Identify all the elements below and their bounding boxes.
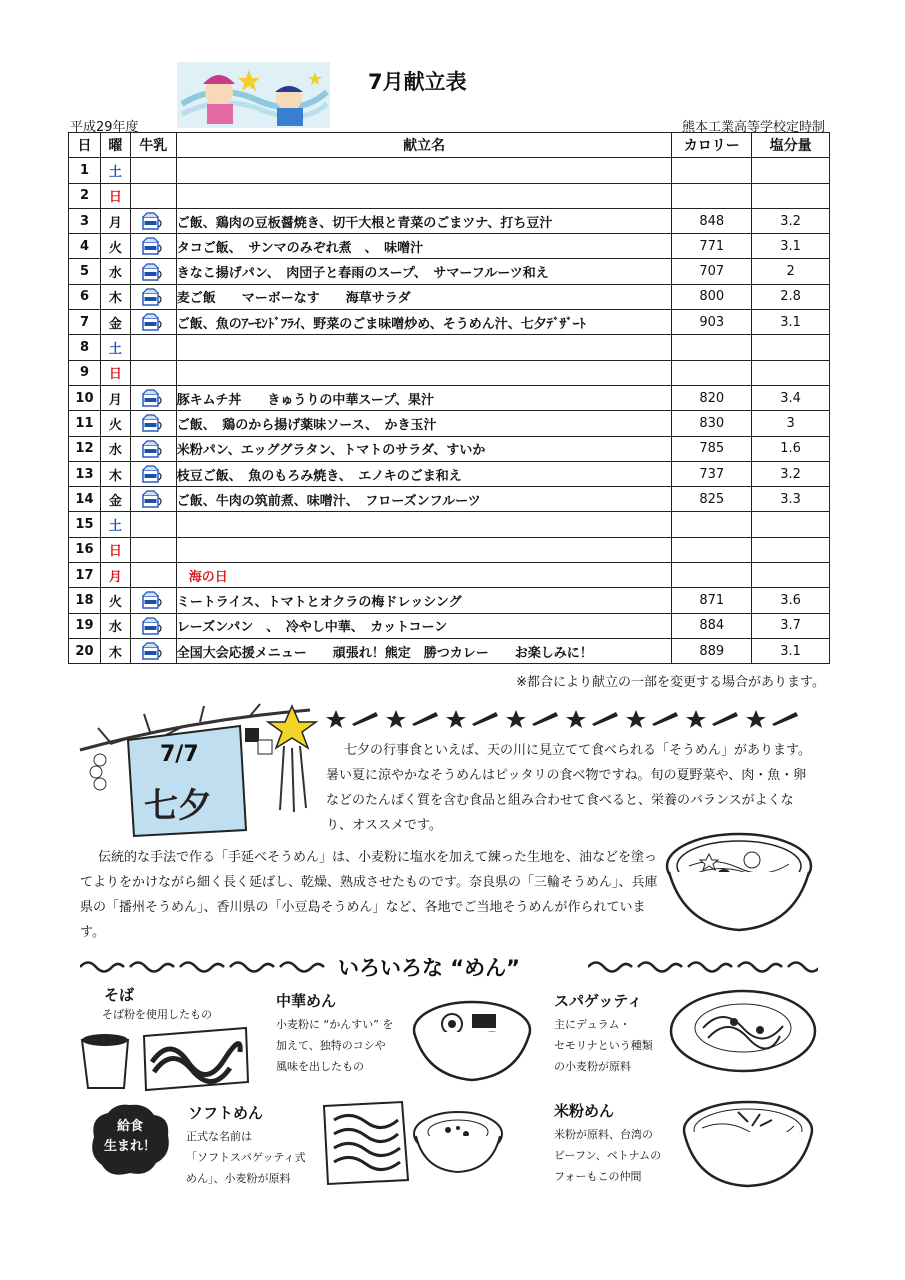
menu-cell [176,436,672,461]
table-row [69,234,830,259]
milk-cell [130,259,176,284]
weekday-cell: 土 [100,512,130,537]
milk-cell [130,310,176,335]
komeko-desc-line-1: 米粉が原料、台湾の [554,1128,653,1141]
soft-desc-line-3: めん」、小麦粉が原料 [186,1172,291,1185]
menu-cell [176,563,672,588]
table-row [69,158,830,183]
table-row [69,461,830,486]
chuka-desc-line-2: 加えて、独特のコシや [276,1039,386,1052]
weekday-cell: 月 [100,208,130,233]
kyushoku-line-2: 生まれ！ [103,1139,156,1154]
milk-cell [130,638,176,663]
tanabata-label: 七夕 [144,786,212,826]
menu-cell [176,512,672,537]
milk-carton-icon [142,440,164,458]
salt-cell [752,158,830,183]
salt-cell: 2.8 [752,284,830,309]
calorie-cell [672,512,752,537]
weekday-cell: 水 [100,436,130,461]
day-cell: 19 [69,613,101,638]
menu-cell [176,310,672,335]
table-row [69,563,830,588]
chuka-desc-line-1: 小麦粉に “かんすい” を [276,1018,394,1031]
day-cell: 2 [69,183,101,208]
spaghetti-title: スパゲッティ [554,992,643,1010]
day-cell: 6 [69,284,101,309]
milk-cell [130,563,176,588]
day-cell: 9 [69,360,101,385]
milk-cell [130,284,176,309]
menu-text: 米粉パン、エッググラタン、トマトのサラダ、すいか [176,443,486,459]
milk-cell [130,158,176,183]
table-row [69,208,830,233]
ramen-bowl-illustration [410,996,535,1086]
calorie-cell: 771 [672,234,752,259]
weekday-cell: 金 [100,310,130,335]
table-row [69,512,830,537]
table-row [69,385,830,410]
kyushoku-badge-text [90,1117,170,1157]
table-header-row [69,133,830,158]
salt-cell [752,512,830,537]
table-row [69,284,830,309]
day-cell: 4 [69,234,101,259]
menu-text: 海の日 [188,569,228,585]
calorie-cell: 903 [672,310,752,335]
table-row [69,335,830,360]
menu-text: 麦ご飯 マーボーなす 海草サラダ [176,291,411,307]
chuka-title: 中華めん [276,992,337,1010]
weekday-cell: 日 [100,183,130,208]
tanabata-paragraph-1: 七夕の行事食といえば、天の川に見立てて食べられる「そうめん」があります。暑い夏に涼やかなそうめんはピッタリの食べ物ですね。旬の夏野菜や、肉・魚・卵などのたんぱく質を含む食品と組み合わせて食べると、栄養のバランスがよくなり、オススメです。 [326,743,811,833]
day-cell: 10 [69,385,101,410]
men-section-title: いろいろな “めん” [338,956,520,980]
calorie-cell: 825 [672,487,752,512]
menu-text: 全国大会応援メニュー 頑張れ！熊定 勝つカレー お楽しみに！ [176,645,593,661]
salt-cell: 3.1 [752,234,830,259]
calorie-cell: 707 [672,259,752,284]
page-title: 7月献立表 [368,70,467,94]
menu-text: タコご飯、 サンマのみぞれ煮 、 味噌汁 [176,240,424,256]
milk-cell [130,183,176,208]
day-cell: 13 [69,461,101,486]
calorie-cell [672,563,752,588]
calorie-cell: 737 [672,461,752,486]
soft-men-illustration [320,1100,506,1186]
komeko-men-desc [554,1124,661,1187]
wave-decoration-left [80,958,330,976]
table-row [69,360,830,385]
spaghetti-desc-line-1: 主にデュラム・ [554,1018,631,1031]
milk-cell [130,588,176,613]
spaghetti-desc-line-3: の小麦粉が原料 [554,1060,631,1073]
somen-bowl-illustration [664,826,814,936]
weekday-cell: 火 [100,411,130,436]
menu-cell [176,613,672,638]
tanabata-date: 7/7 [160,742,199,767]
school-name: 熊本工業高等学校定時制 [681,120,825,135]
salt-cell [752,537,830,562]
milk-carton-icon [142,237,164,255]
day-cell: 18 [69,588,101,613]
salt-cell [752,335,830,360]
calorie-cell: 848 [672,208,752,233]
table-row [69,310,830,335]
star-border-decoration [326,706,816,730]
day-cell: 11 [69,411,101,436]
weekday-cell: 土 [100,158,130,183]
header-menu: 献立名 [176,133,672,158]
soba-illustration [80,1022,250,1092]
milk-cell [130,487,176,512]
change-note: ※都合により献立の一部を変更する場合があります。 [516,675,825,690]
menu-cell [176,158,672,183]
chuka-desc-line-3: 風味を出したもの [276,1060,364,1073]
day-cell: 14 [69,487,101,512]
day-cell: 20 [69,638,101,663]
salt-cell: 3.2 [752,208,830,233]
milk-cell [130,512,176,537]
calorie-cell: 785 [672,436,752,461]
weekday-cell: 月 [100,563,130,588]
menu-cell [176,588,672,613]
header-salt: 塩分量 [752,133,830,158]
table-row [69,436,830,461]
weekday-cell: 木 [100,638,130,663]
milk-cell [130,208,176,233]
weekday-cell: 土 [100,335,130,360]
salt-cell: 3.3 [752,487,830,512]
day-cell: 5 [69,259,101,284]
kyushoku-line-1: 給食 [116,1119,143,1134]
menu-cell [176,385,672,410]
milk-cell [130,335,176,360]
menu-cell [176,335,672,360]
menu-cell [176,411,672,436]
day-cell: 3 [69,208,101,233]
day-cell: 7 [69,310,101,335]
milk-carton-icon [142,414,164,432]
menu-text: きなこ揚げパン、 肉団子と春雨のスープ、 サマーフルーツ和え [176,266,549,282]
salt-cell: 3 [752,411,830,436]
calorie-cell: 800 [672,284,752,309]
weekday-cell: 水 [100,259,130,284]
menu-text: ミートライス、トマトとオクラの梅ドレッシング [176,594,462,610]
header-milk: 牛乳 [130,133,176,158]
weekday-cell: 水 [100,613,130,638]
salt-cell: 3.1 [752,310,830,335]
table-row [69,487,830,512]
milk-carton-icon [142,642,164,660]
milk-cell [130,411,176,436]
menu-cell [176,638,672,663]
milk-cell [130,537,176,562]
milk-carton-icon [142,591,164,609]
menu-text: ご飯、牛肉の筑前煮、味噌汁、 フローズンフルーツ [176,493,481,509]
salt-cell: 3.4 [752,385,830,410]
milk-carton-icon [142,389,164,407]
weekday-cell: 月 [100,385,130,410]
menu-text: ご飯、魚のｱｰﾓﾝﾄﾞﾌﾗｲ、野菜のごま味噌炒め、そうめん汁、七夕ﾃﾞｻﾞｰﾄ [176,316,586,332]
tanabata-paragraph-2: 伝統的な手法で作る「手延べそうめん」は、小麦粉に塩水を加えて練った生地を、油などを塗ってよりをかけながら細く長く延ばし、乾燥、熟成させたものです。奈良県の「三輪そうめん」、兵庫県の「播州そうめん」、香川県の「小豆島そうめん」など、各地でご当地そうめんが作られています。 [80,850,658,940]
weekday-cell: 木 [100,461,130,486]
day-cell: 17 [69,563,101,588]
calorie-cell: 830 [672,411,752,436]
komeko-desc-line-3: フォーもこの仲間 [554,1170,642,1183]
calorie-cell [672,158,752,183]
salt-cell [752,563,830,588]
soft-men-title: ソフトめん [188,1104,264,1122]
day-cell: 15 [69,512,101,537]
spaghetti-desc-line-2: セモリナという種類 [554,1039,653,1052]
menu-cell [176,234,672,259]
menu-text: ご飯、鶏肉の豆板醤焼き、切干大根と青菜のごまツナ、打ち豆汁 [176,215,553,231]
soft-desc-line-1: 正式な名前は [186,1130,252,1143]
school-year: 平成29年度 [70,120,139,135]
salt-cell: 1.6 [752,436,830,461]
salt-cell [752,360,830,385]
menu-table-body [69,158,830,664]
calorie-cell [672,335,752,360]
milk-cell [130,613,176,638]
salt-cell: 3.6 [752,588,830,613]
komeko-men-title: 米粉めん [554,1102,615,1120]
milk-cell [130,234,176,259]
day-cell: 1 [69,158,101,183]
header-weekday: 曜 [100,133,130,158]
milk-carton-icon [142,313,164,331]
day-cell: 12 [69,436,101,461]
menu-cell [176,183,672,208]
header-day: 日 [69,133,101,158]
menu-cell [176,259,672,284]
calorie-cell: 871 [672,588,752,613]
header-calorie: カロリー [672,133,752,158]
menu-text: 枝豆ご飯、 魚のもろみ焼き、 エノキのごま和え [176,468,462,484]
soft-desc-line-2: 「ソフトスパゲッティ式 [186,1151,306,1164]
milk-carton-icon [142,617,164,635]
calorie-cell [672,183,752,208]
milk-carton-icon [142,465,164,483]
day-cell: 8 [69,335,101,360]
salt-cell [752,183,830,208]
calorie-cell: 884 [672,613,752,638]
menu-cell [176,360,672,385]
menu-text: 豚キムチ丼 きゅうりの中華スープ、果汁 [176,392,435,408]
milk-cell [130,461,176,486]
chuka-desc [276,1014,393,1077]
salt-cell: 3.1 [752,638,830,663]
salt-cell: 3.7 [752,613,830,638]
calorie-cell: 820 [672,385,752,410]
milk-carton-icon [142,212,164,230]
calorie-cell: 889 [672,638,752,663]
weekday-cell: 金 [100,487,130,512]
orihime-hikoboshi-illustration [177,62,330,128]
table-row [69,411,830,436]
soba-title: そば [104,986,135,1004]
rice-noodle-bowl-illustration [680,1098,816,1190]
calorie-cell [672,360,752,385]
table-row [69,613,830,638]
salt-cell: 2 [752,259,830,284]
milk-cell [130,360,176,385]
day-cell: 16 [69,537,101,562]
calorie-cell [672,537,752,562]
menu-table [68,132,830,664]
milk-carton-icon [142,288,164,306]
table-row [69,537,830,562]
menu-text: レーズンパン 、 冷やし中華、 カットコーン [176,620,448,636]
weekday-cell: 火 [100,588,130,613]
menu-cell [176,208,672,233]
menu-text: ご飯、 鶏のから揚げ薬味ソース、 かき玉汁 [176,417,437,433]
spaghetti-plate-illustration [668,986,818,1076]
menu-cell [176,487,672,512]
wave-decoration-right [588,958,818,976]
milk-cell [130,436,176,461]
soft-men-desc [186,1126,306,1189]
table-row [69,259,830,284]
milk-carton-icon [142,490,164,508]
weekday-cell: 火 [100,234,130,259]
spaghetti-desc [554,1014,653,1077]
table-row [69,638,830,663]
table-row [69,183,830,208]
milk-cell [130,385,176,410]
table-row [69,588,830,613]
menu-cell [176,284,672,309]
weekday-cell: 木 [100,284,130,309]
komeko-desc-line-2: ビーフン、ベトナムの [554,1149,662,1162]
weekday-cell: 日 [100,360,130,385]
menu-cell [176,461,672,486]
soba-desc: そば粉を使用したもの [102,1008,212,1021]
salt-cell: 3.2 [752,461,830,486]
weekday-cell: 日 [100,537,130,562]
menu-cell [176,537,672,562]
milk-carton-icon [142,263,164,281]
